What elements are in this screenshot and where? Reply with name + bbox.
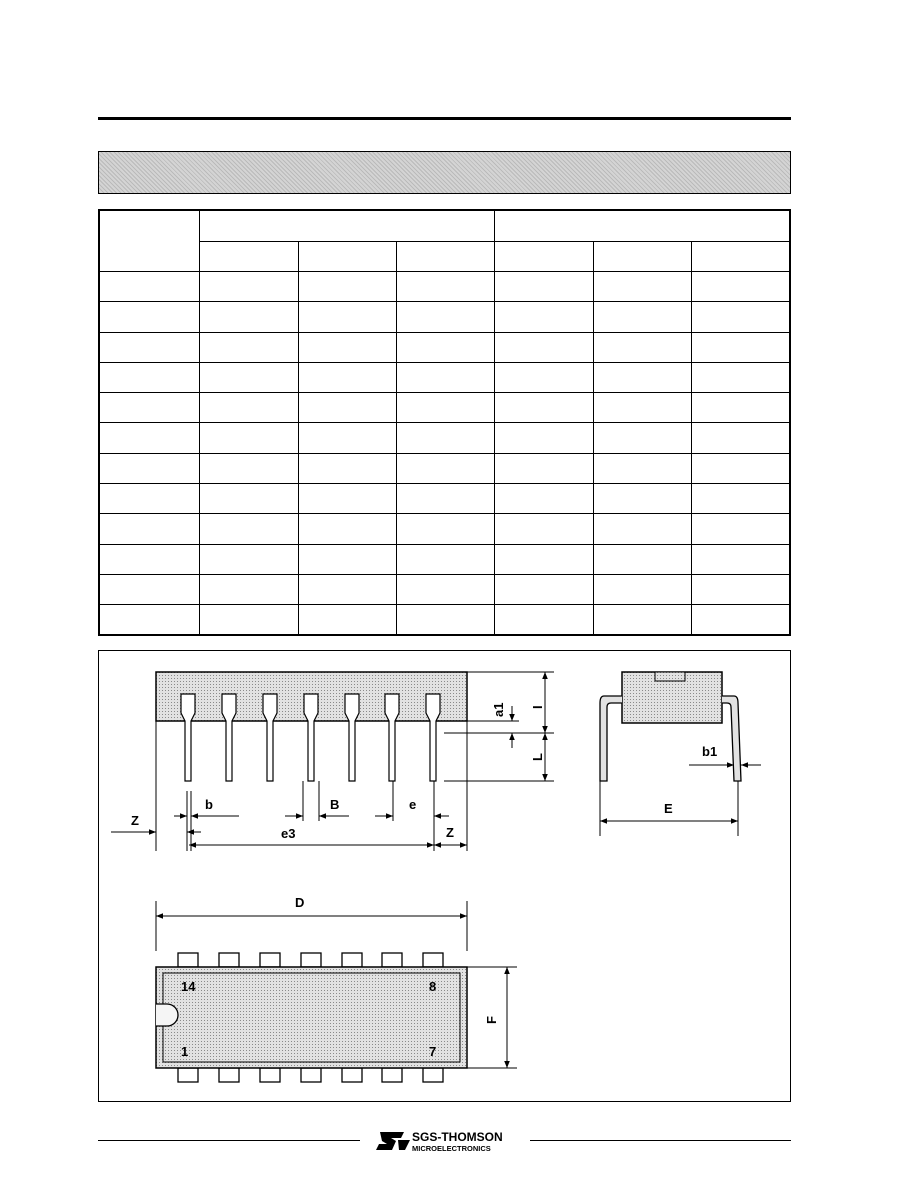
top-pin-upper	[382, 953, 402, 967]
table-subheader-row	[99, 241, 790, 271]
table-cell	[99, 514, 199, 544]
table-row	[99, 272, 790, 302]
table-cell	[692, 362, 790, 392]
logo-line-2: MICROELECTRONICS	[412, 1144, 491, 1153]
table-cell	[99, 393, 199, 423]
table-cell	[298, 484, 396, 514]
table-cell	[594, 362, 692, 392]
table-row	[99, 514, 790, 544]
table-cell	[692, 423, 790, 453]
top-pin-upper	[178, 953, 198, 967]
table-cell	[199, 605, 298, 635]
table-cell	[199, 544, 298, 574]
table-cell	[298, 362, 396, 392]
subheader-3	[396, 241, 494, 271]
subheader-6	[692, 241, 790, 271]
top-pin-lower	[301, 1068, 321, 1082]
top-pin-lower	[342, 1068, 362, 1082]
section-title-bar	[98, 151, 791, 194]
table-row	[99, 393, 790, 423]
subheader-1	[199, 241, 298, 271]
lead-left	[600, 696, 622, 781]
label-e: e	[409, 797, 417, 812]
table-cell	[298, 302, 396, 332]
table-cell	[495, 453, 594, 483]
subheader-2	[298, 241, 396, 271]
table-cell	[199, 423, 298, 453]
side-pin	[426, 694, 440, 781]
table-cell	[495, 362, 594, 392]
table-cell	[692, 332, 790, 362]
table-cell	[298, 423, 396, 453]
table-cell	[298, 605, 396, 635]
package-notch-end	[655, 672, 685, 681]
table-body	[99, 272, 790, 635]
table-row	[99, 544, 790, 574]
top-pin-lower	[382, 1068, 402, 1082]
label-F: F	[484, 1016, 499, 1024]
st-logo	[372, 1128, 522, 1154]
table-cell	[396, 332, 494, 362]
table-cell	[298, 393, 396, 423]
table-cell	[495, 423, 594, 453]
top-pin-lower	[178, 1068, 198, 1082]
subheader-5	[594, 241, 692, 271]
table-cell	[692, 393, 790, 423]
table-row	[99, 605, 790, 635]
table-cell	[594, 332, 692, 362]
table-row	[99, 574, 790, 604]
side-pin	[304, 694, 318, 781]
label-a1: a1	[491, 702, 506, 717]
table-cell	[298, 514, 396, 544]
top-pin-upper	[301, 953, 321, 967]
side-pin	[181, 694, 195, 781]
table-cell	[99, 272, 199, 302]
top-pin-upper	[342, 953, 362, 967]
table-row	[99, 362, 790, 392]
table-cell	[396, 453, 494, 483]
footer-rule-left	[98, 1140, 360, 1141]
table-cell	[396, 423, 494, 453]
side-pin	[222, 694, 236, 781]
header-group-1	[199, 210, 494, 241]
table-cell	[99, 423, 199, 453]
table-cell	[692, 574, 790, 604]
side-view	[111, 672, 554, 851]
table-cell	[298, 544, 396, 574]
header-dim-cell	[99, 210, 199, 272]
header-group-2	[495, 210, 790, 241]
table-cell	[594, 272, 692, 302]
package-body-top	[156, 967, 467, 1068]
subheader-4	[495, 241, 594, 271]
table-cell	[692, 484, 790, 514]
table-cell	[199, 514, 298, 544]
label-D: D	[295, 895, 305, 910]
label-I: I	[530, 705, 545, 709]
table-row	[99, 453, 790, 483]
table-cell	[396, 302, 494, 332]
table-cell	[99, 332, 199, 362]
table-cell	[199, 574, 298, 604]
table-cell	[495, 272, 594, 302]
table-cell	[594, 453, 692, 483]
package-drawing-frame	[98, 650, 791, 1102]
table-cell	[99, 605, 199, 635]
table-cell	[495, 484, 594, 514]
table-row	[99, 484, 790, 514]
table-cell	[199, 393, 298, 423]
table-cell	[495, 302, 594, 332]
top-pin-lower	[260, 1068, 280, 1082]
table-cell	[495, 393, 594, 423]
table-cell	[99, 544, 199, 574]
table-cell	[495, 544, 594, 574]
table-cell	[594, 302, 692, 332]
table-cell	[692, 605, 790, 635]
table-cell	[396, 393, 494, 423]
table-cell	[199, 362, 298, 392]
table-cell	[495, 574, 594, 604]
table-cell	[692, 514, 790, 544]
label-L: L	[530, 753, 545, 761]
label-pin-7: 7	[429, 1044, 437, 1059]
table-cell	[594, 574, 692, 604]
table-cell	[396, 605, 494, 635]
table-cell	[692, 544, 790, 574]
top-view	[156, 895, 517, 1082]
lead-right	[722, 696, 741, 781]
label-Z-left: Z	[131, 813, 139, 828]
table-cell	[298, 574, 396, 604]
label-B: B	[330, 797, 340, 812]
table-cell	[594, 393, 692, 423]
label-pin-14: 14	[181, 979, 196, 994]
table-cell	[199, 302, 298, 332]
table-cell	[396, 272, 494, 302]
table-cell	[298, 332, 396, 362]
label-E: E	[664, 801, 673, 816]
table-cell	[396, 514, 494, 544]
side-pin	[345, 694, 359, 781]
table-cell	[298, 453, 396, 483]
label-pin-8: 8	[429, 979, 437, 994]
table-cell	[298, 272, 396, 302]
table-cell	[396, 544, 494, 574]
top-pin-upper	[219, 953, 239, 967]
top-rule	[98, 117, 791, 120]
table-cell	[99, 362, 199, 392]
label-Z-right: Z	[446, 825, 454, 840]
label-e3: e3	[281, 826, 296, 841]
table-cell	[99, 484, 199, 514]
table-row	[99, 332, 790, 362]
table-cell	[594, 544, 692, 574]
label-pin-1: 1	[181, 1044, 189, 1059]
table-cell	[199, 453, 298, 483]
table-header-row	[99, 210, 790, 241]
logo-line-1: SGS-THOMSON	[412, 1130, 503, 1144]
table-cell	[199, 272, 298, 302]
dimensions-table	[98, 209, 791, 636]
top-pin-upper	[423, 953, 443, 967]
end-view	[600, 672, 761, 836]
label-b1: b1	[702, 744, 718, 759]
table-row	[99, 302, 790, 332]
table-cell	[396, 574, 494, 604]
top-pin-lower	[219, 1068, 239, 1082]
table-cell	[199, 484, 298, 514]
table-cell	[692, 272, 790, 302]
footer-rule-right	[530, 1140, 791, 1141]
table-cell	[396, 484, 494, 514]
table-cell	[594, 514, 692, 544]
side-pin	[263, 694, 277, 781]
top-pin-lower	[423, 1068, 443, 1082]
table-cell	[495, 332, 594, 362]
st-logo-icon	[372, 1128, 522, 1154]
table-cell	[99, 302, 199, 332]
table-cell	[594, 605, 692, 635]
table-cell	[396, 362, 494, 392]
table-row	[99, 423, 790, 453]
table-cell	[692, 302, 790, 332]
package-drawing	[99, 651, 790, 1101]
table-cell	[594, 423, 692, 453]
label-b: b	[205, 797, 213, 812]
table-cell	[199, 332, 298, 362]
table-cell	[495, 605, 594, 635]
table-cell	[594, 484, 692, 514]
table-cell	[99, 453, 199, 483]
table-cell	[692, 453, 790, 483]
table-cell	[495, 514, 594, 544]
table-cell	[99, 574, 199, 604]
top-pin-upper	[260, 953, 280, 967]
side-pin	[385, 694, 399, 781]
